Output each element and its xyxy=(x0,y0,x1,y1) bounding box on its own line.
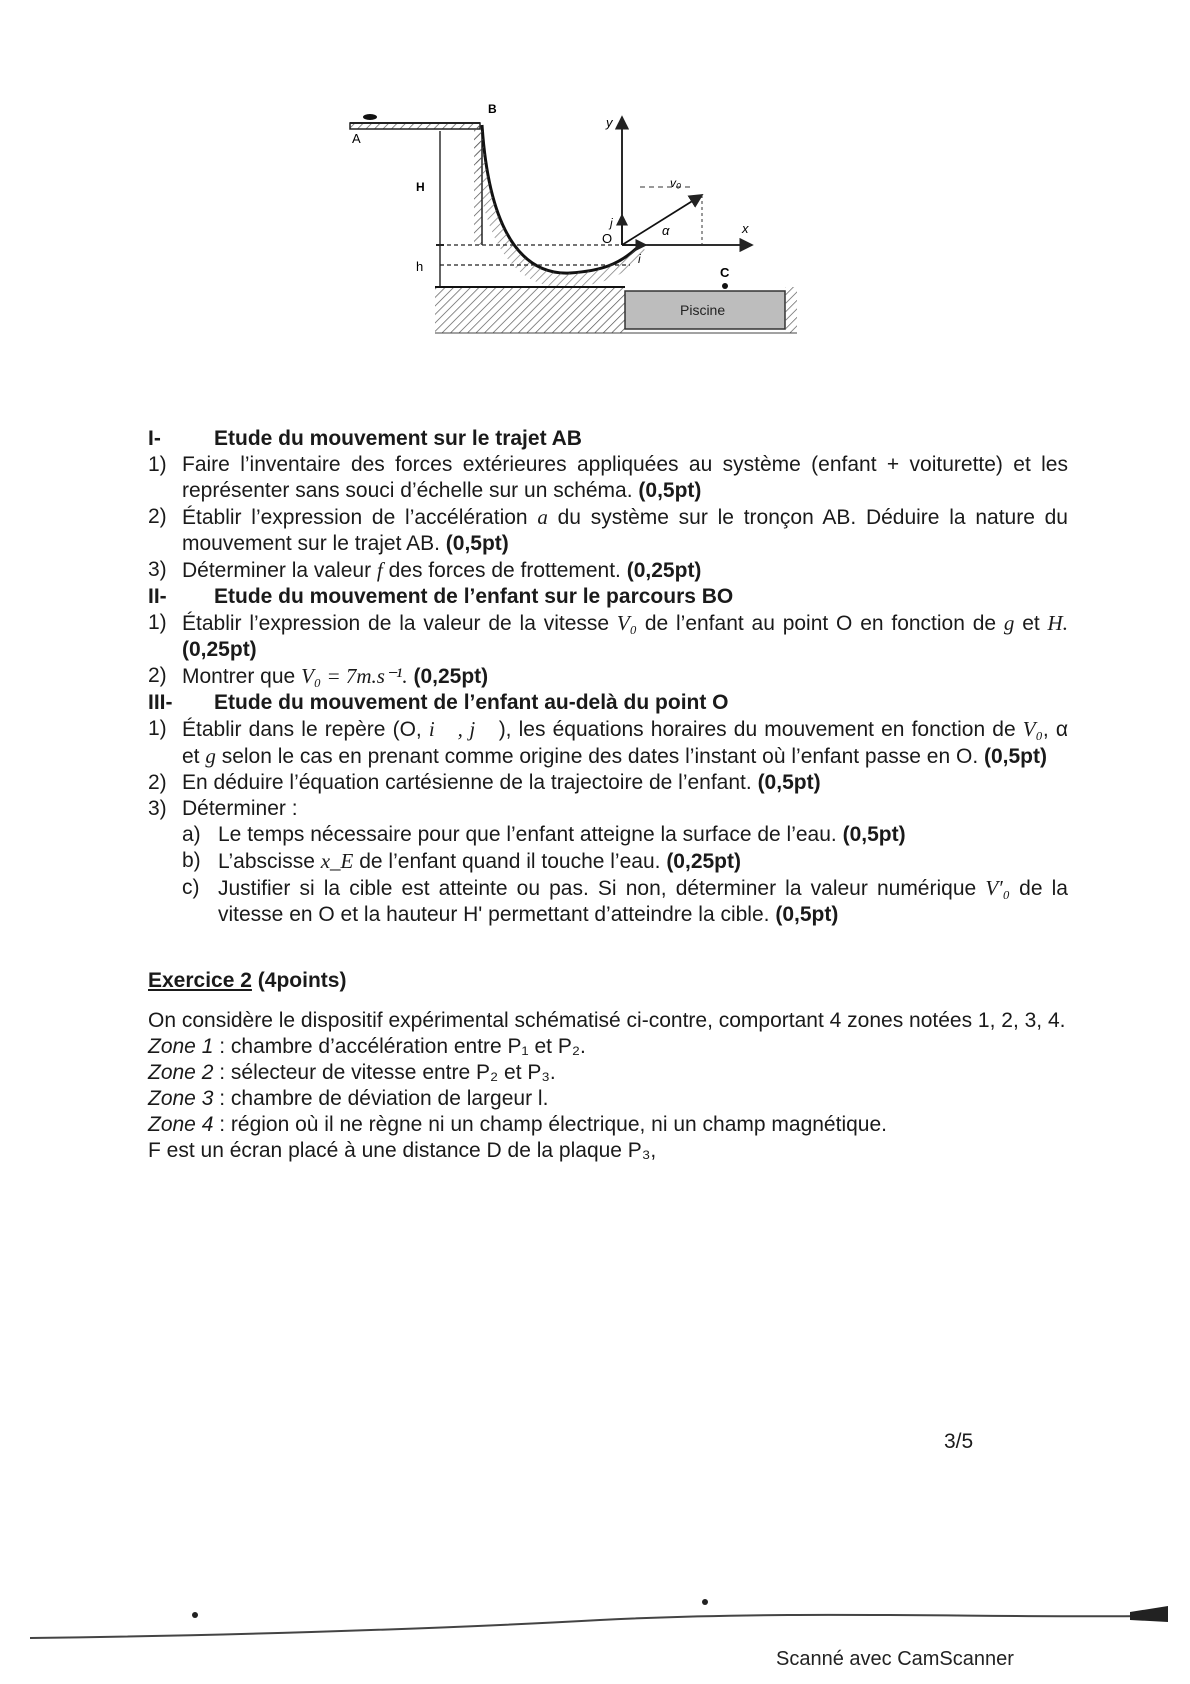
exercise-2-intro: On considère le dispositif expérimental schématisé ci-contre, comportant 4 zones notées 1, 2, 3, 4. xyxy=(148,1009,1066,1032)
exercise-2-title: Exercice 2 (4points) xyxy=(148,969,347,992)
label-y: y xyxy=(606,115,613,130)
label-c: C xyxy=(720,265,730,280)
label-alpha: α xyxy=(662,223,670,238)
zone-3-description: Zone 3 : chambre de déviation de largeur l. xyxy=(148,1087,549,1110)
section-3-heading: III- Etude du mouvement de l’enfant au-delà du point O xyxy=(148,691,729,714)
question-3-3-c: c) Justifier si la cible est atteinte ou pas. Si non, déterminer la valeur numérique V′₀ de la vitesse en O et la hauteur H' permettant d’atteindre la cible. (0,5pt) xyxy=(182,876,1068,926)
zone-1-description: Zone 1 : chambre d’accélération entre P₁ et P₂. xyxy=(148,1035,586,1058)
label-i: i xyxy=(638,252,641,266)
label-o: O xyxy=(602,231,613,246)
label-a: A xyxy=(352,131,361,146)
page-number: 3/5 xyxy=(944,1430,974,1453)
zone-2-description: Zone 2 : sélecteur de vitesse entre P₂ et P₃. xyxy=(148,1061,556,1084)
zone-4-description: Zone 4 : région où il ne règne ni un champ électrique, ni un champ magnétique. xyxy=(148,1113,887,1136)
question-3-1: 1) Établir dans le repère (O, i⃗ , j⃗ ), les équations horaires du mouvement en fonction de V₀, α et g selon le cas en prenant comme origine des dates l’instant où l’enfant passe en O. (0,5pt) xyxy=(148,717,1068,768)
label-b: B xyxy=(488,102,497,116)
scanner-watermark: Scanné avec CamScanner xyxy=(776,1648,1014,1670)
label-j: j xyxy=(610,216,613,230)
ground xyxy=(435,287,625,333)
scan-edge-artifact xyxy=(0,1560,1190,1650)
label-h-upper: H xyxy=(416,180,425,194)
question-3-3-b: b) L’abscisse x_E de l’enfant quand il touche l’eau. (0,25pt) xyxy=(182,849,741,873)
question-3-3: 3) Déterminer : xyxy=(148,797,298,820)
exercise-content xyxy=(148,426,1068,1164)
section-1-heading: I- Etude du mouvement sur le trajet AB xyxy=(148,427,582,450)
label-piscine: Piscine xyxy=(680,302,726,318)
label-v0: v₀ xyxy=(670,176,682,190)
label-h-lower: h xyxy=(416,259,424,274)
question-2-2: 2) Montrer que V₀ = 7m.s⁻¹. (0,25pt) xyxy=(148,664,489,688)
section-2-heading: II- Etude du mouvement de l’enfant sur le parcours BO xyxy=(148,585,734,608)
question-1-3: 3) Déterminer la valeur f des forces de frottement. (0,25pt) xyxy=(148,558,702,582)
ramp-diagram xyxy=(340,95,880,385)
question-1-1: 1) Faire l’inventaire des forces extérieures appliquées au système (enfant + voiturette) et les représenter sans souci d’échelle sur un schéma. (0,5pt) xyxy=(148,453,1068,502)
label-x: x xyxy=(742,221,749,236)
question-1-2: 2) Établir l’expression de l’accélération a du système sur le tronçon AB. Déduire la nature du mouvement sur le trajet AB. (0,5pt) xyxy=(148,505,1068,555)
question-2-1: 1) Établir l’expression de la valeur de la vitesse V₀ de l’enfant au point O en fonction de g et H. (0,25pt) xyxy=(148,611,1068,661)
screen-description: F est un écran placé à une distance D de la plaque P₃, xyxy=(148,1139,657,1162)
question-3-3-a: a) Le temps nécessaire pour que l’enfant atteigne la surface de l’eau. (0,5pt) xyxy=(182,823,906,846)
question-3-2: 2) En déduire l’équation cartésienne de la trajectoire de l’enfant. (0,5pt) xyxy=(148,771,821,794)
